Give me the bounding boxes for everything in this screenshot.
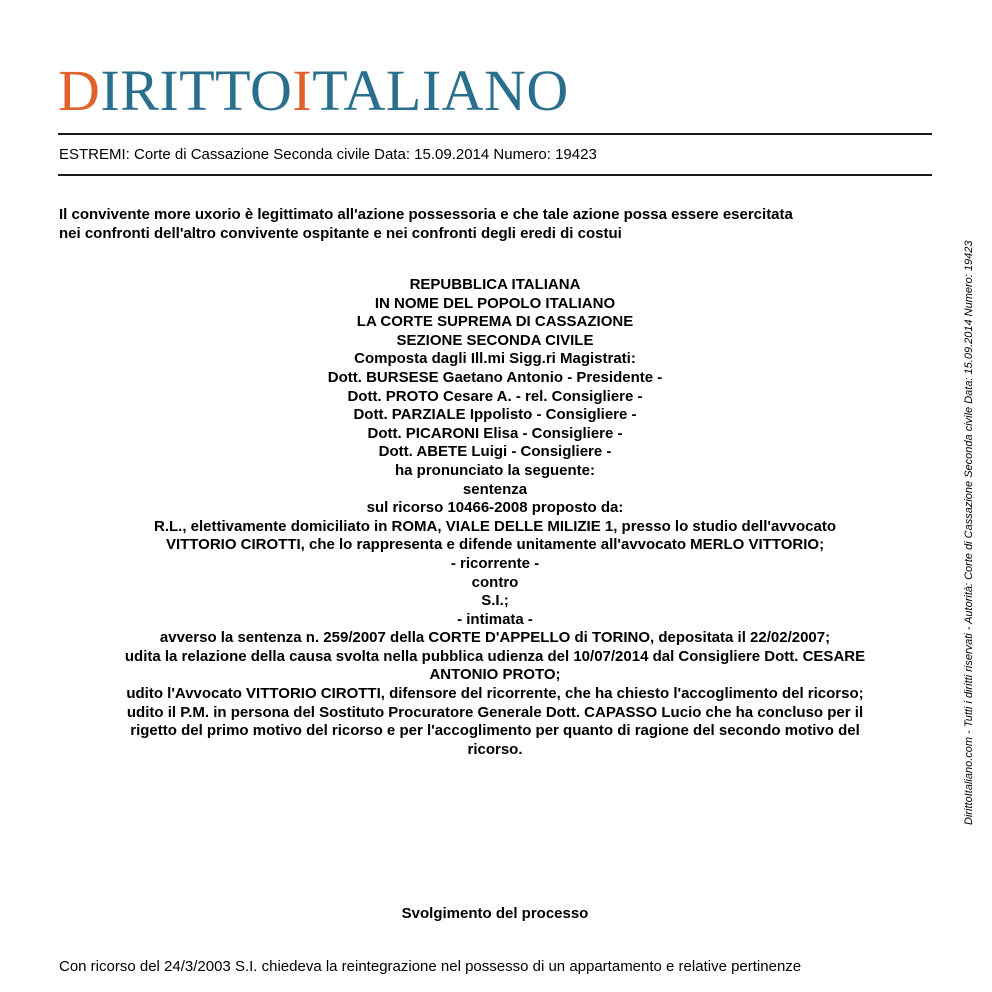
body-paragraph: Con ricorso del 24/3/2003 S.I. chiedeva la reintegrazione nel possesso di un appartamento e relative pertinenze: [59, 958, 802, 975]
header-line: sentenza: [462, 480, 528, 498]
logo-word-italiano: TALIANO: [312, 58, 569, 123]
logo-initial-d: D: [58, 58, 101, 123]
header-line: Dott. BURSESE Gaetano Antonio - Presidente -: [327, 368, 663, 386]
header-line: Dott. PARZIALE Ippolisto - Consigliere -: [353, 406, 637, 424]
top-divider: [58, 133, 932, 135]
header-line: VITTORIO CIROTTI, che lo rappresenta e difende unitamente all'avvocato MERLO VITTORIO;: [165, 536, 825, 554]
estremi-line: ESTREMI: Corte di Cassazione Seconda civile Data: 15.09.2014 Numero: 19423: [59, 146, 597, 163]
header-line: udito l'Avvocato VITTORIO CIROTTI, difensore del ricorrente, che ha chiesto l'accoglimento del ricorso;: [126, 685, 864, 703]
massima-line: Il convivente more uxorio è legittimato all'azione possessoria e che tale azione possa essere esercitata: [59, 206, 793, 223]
header-line: Dott. PROTO Cesare A. - rel. Consigliere -: [347, 387, 643, 405]
header-line: rigetto del primo motivo del ricorso e per l'accoglimento per quanto di ragione del secondo motivo del: [130, 722, 860, 740]
header-line: ANTONIO PROTO;: [429, 666, 561, 684]
side-copyright-note: DirittoItaliano.com - Tutti i diritti riservati - Autorità: Corte di Cassazione Seconda civile Data: 15.09.2014 Numero: 19423: [963, 240, 975, 825]
header-line: R.L., elettivamente domiciliato in ROMA, VIALE DELLE MILIZIE 1, presso lo studio dell'avvocato: [153, 517, 836, 535]
header-line: - ricorrente -: [450, 554, 540, 572]
header-line: contro: [471, 573, 519, 591]
header-line: Dott. ABETE Luigi - Consigliere -: [378, 443, 612, 461]
header-line: SEZIONE SECONDA CIVILE: [396, 331, 594, 349]
header-line: Dott. PICARONI Elisa - Consigliere -: [367, 424, 623, 442]
judgment-header: [40, 276, 950, 759]
header-line: avverso la sentenza n. 259/2007 della CORTE D'APPELLO di TORINO, depositata il 22/02/2007;: [159, 629, 831, 647]
header-line: udito il P.M. in persona del Sostituto Procuratore Generale Dott. CAPASSO Lucio che ha concluso per il: [126, 703, 864, 721]
massima-summary: [59, 205, 929, 243]
section-title: Svolgimento del processo: [401, 905, 589, 922]
massima-line: nei confronti dell'altro convivente ospitante e nei confronti degli eredi di costui: [59, 225, 622, 242]
header-line: Composta dagli Ill.mi Sigg.ri Magistrati:: [354, 350, 636, 368]
logo-initial-i: I: [292, 58, 313, 123]
header-line: REPUBBLICA ITALIANA: [409, 276, 581, 293]
bottom-divider: [58, 174, 932, 176]
logo-word-diritto: IRITTO: [100, 58, 293, 123]
header-line: sul ricorso 10466-2008 proposto da:: [366, 499, 624, 517]
header-line: S.I.;: [481, 592, 509, 610]
header-line: IN NOME DEL POPOLO ITALIANO: [374, 294, 616, 312]
header-line: ricorso.: [467, 740, 523, 758]
header-line: ha pronunciato la seguente:: [394, 461, 596, 479]
site-logo[interactable]: [58, 58, 569, 124]
header-line: LA CORTE SUPREMA DI CASSAZIONE: [356, 313, 634, 331]
header-line: udita la relazione della causa svolta nella pubblica udienza del 10/07/2014 dal Consigliere Dott. CESARE: [124, 647, 866, 665]
header-line: - intimata -: [457, 610, 533, 628]
